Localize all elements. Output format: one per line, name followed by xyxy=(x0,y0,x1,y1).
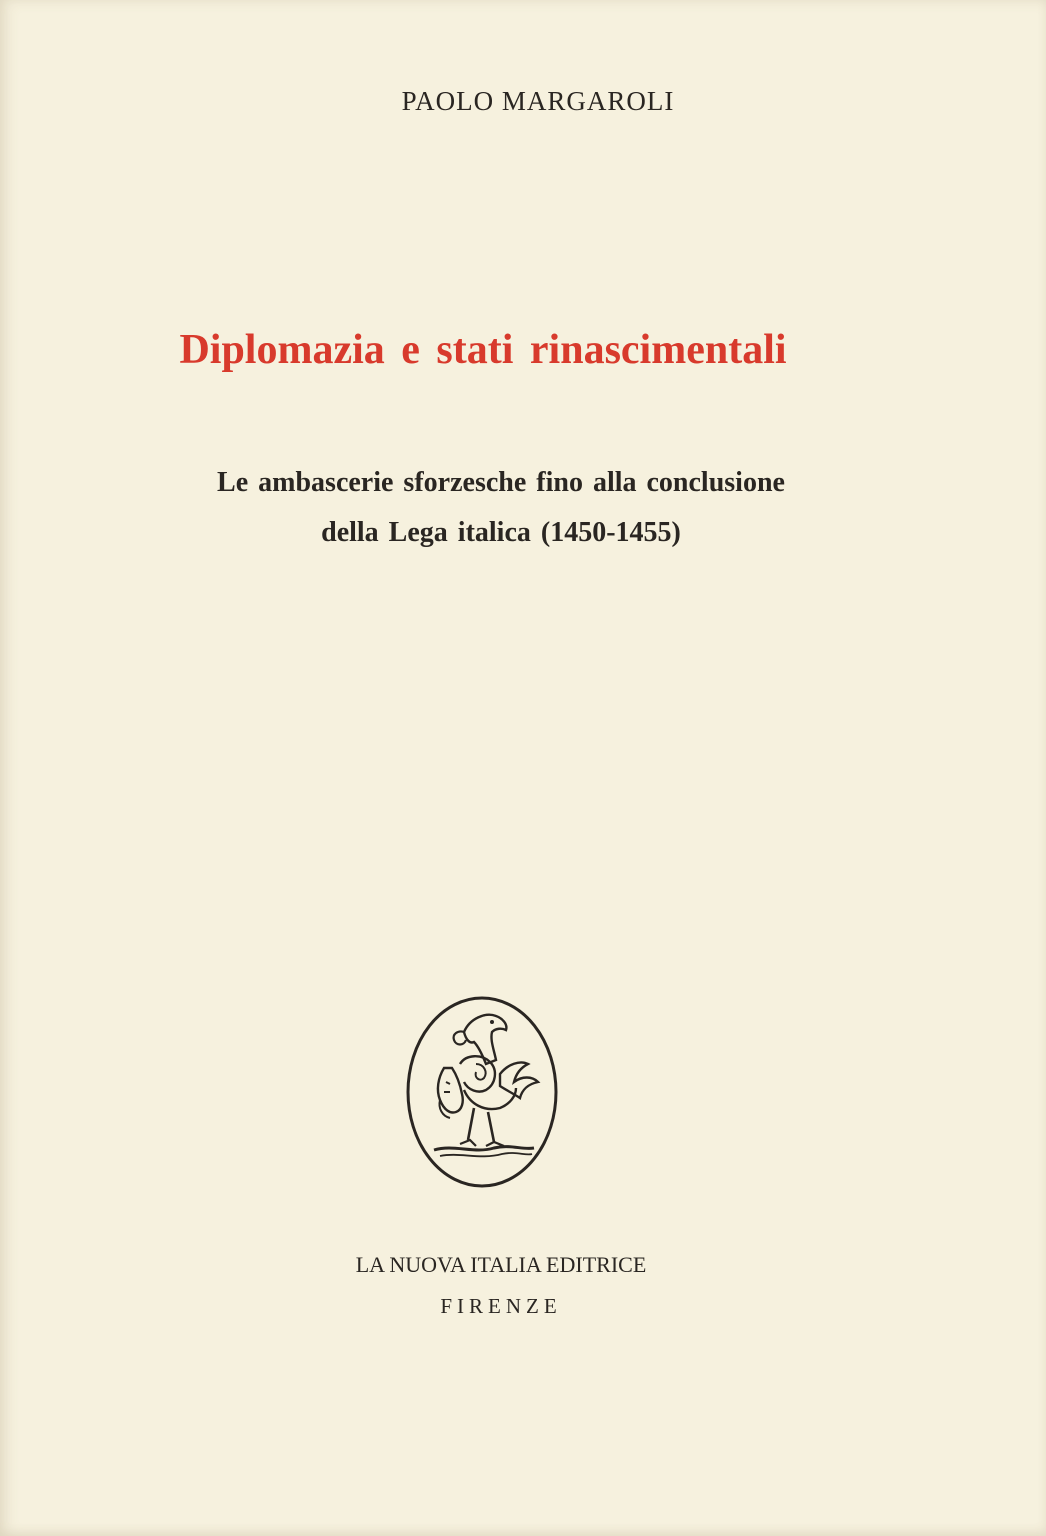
publisher-mark-icon xyxy=(404,994,560,1190)
author-name: PAOLO MARGAROLI xyxy=(401,86,675,116)
subtitle-line-1: Le ambascerie sforzesche fino alla conclusione xyxy=(217,467,785,498)
book-subtitle xyxy=(0,458,1046,558)
publisher-name: LA NUOVA ITALIA EDITRICE xyxy=(355,1252,647,1277)
book-title: Diplomazia e stati rinascimentali xyxy=(179,327,787,373)
subtitle-line-2: della Lega italica (1450-1455) xyxy=(321,517,681,548)
publisher-city: FIRENZE xyxy=(440,1294,562,1318)
